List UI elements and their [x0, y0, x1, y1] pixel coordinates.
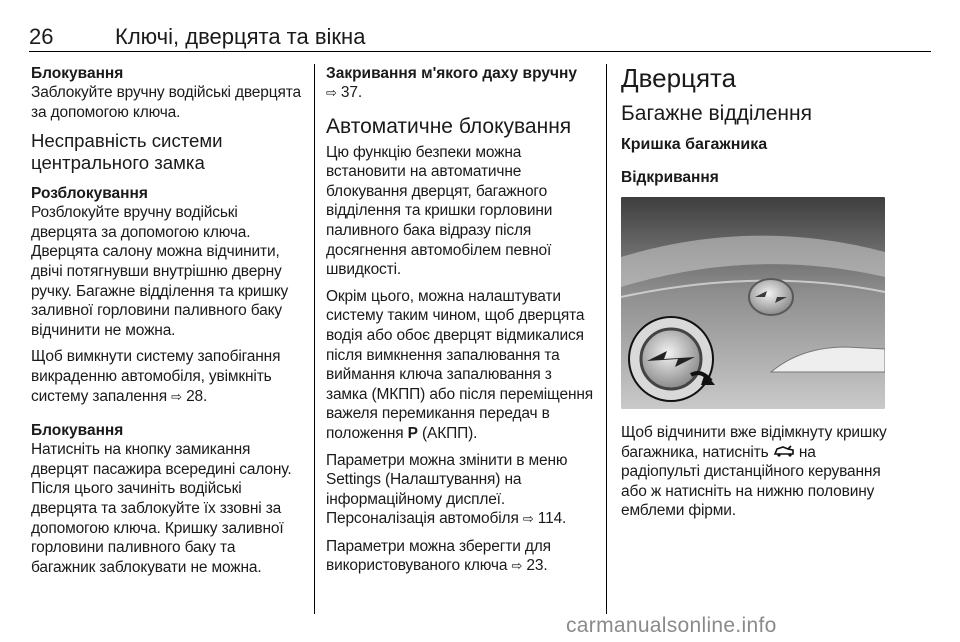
trunk-open-caption: Щоб відчинити вже відімкнуту кришку багажника, натисніть на радіопульті дистанційного керування або ж натисніть на нижню половину емблеми фірми.: [621, 424, 887, 520]
arrow-ref-icon: ⇨: [511, 559, 523, 575]
auto-lock-p2: Окрім цього, можна налаштувати систему таким чином, щоб дверцята водія або обоє дверцят відмикалися після вимкнення запалювання та виймання ключа запалювання з замка (МКПП) або після переміщення важеля перемикання передач в положення P (АКПП).: [326, 287, 594, 442]
trunk-car-icon: [773, 444, 795, 461]
watermark: carmanualsonline.info: [566, 614, 777, 637]
section-heading-opening: Відкривання: [621, 169, 719, 186]
auto-lock-p4: Параметри можна зберегти для використовуваного ключа ⇨ 23.: [326, 537, 551, 575]
section-heading-auto-lock: Автоматичне блокування: [326, 114, 572, 138]
section-heading-unlocking: Розблокування: [31, 185, 148, 203]
arrow-ref-icon: ⇨: [522, 512, 534, 528]
locking-text: Заблокуйте вручну водійські дверцята за допомогою ключа.: [31, 84, 301, 121]
section-heading-central-lock-fault: Несправність системи центрального замка: [31, 130, 223, 174]
auto-lock-p3: Параметри можна змінити в меню Settings (Налаштування) на інформаційному дисплеї. Персоналізація автомобіля ⇨ 114.: [326, 451, 568, 528]
section-heading-locking-2: Блокування: [31, 422, 124, 440]
section-heading-trunk-lid: Кришка багажника: [621, 136, 768, 153]
arrow-ref-icon: ⇨: [326, 86, 337, 101]
page-number: 26: [29, 24, 54, 49]
arrow-ref-icon: ⇨: [171, 389, 182, 405]
page-title: Ключі, дверцята та вікна: [115, 24, 366, 49]
header-rule: [29, 51, 931, 52]
column-divider-1: [314, 64, 315, 614]
column-3: [621, 64, 891, 521]
antitheft-text: Щоб вимкнути систему запобігання викраденню автомобіля, увімкніть систему запалення ⇨ 28.: [31, 348, 281, 405]
column-1: [31, 64, 301, 577]
column-divider-2: [606, 64, 607, 614]
locking-text-2: Натисніть на кнопку замикання дверцят пасажира всередині салону. Після цього зачиніть водійські дверцята та заблокуйте їх ззовні за допомогою ключа. Кришку заливної горловини паливного баку та багажник заблокувати не можна.: [31, 441, 292, 576]
auto-lock-p1: Цю функцію безпеки можна встановити на автоматичне блокування дверцят, багажного відділення та кришки горловини паливного бака відразу після досягнення автомобілем певної швидкості.: [326, 143, 553, 279]
section-heading-doors: Дверцята: [621, 63, 737, 93]
section-heading-trunk: Багажне відділення: [621, 102, 812, 125]
softtop-ref: ⇨ 37.: [326, 84, 363, 101]
page-header: [29, 18, 931, 52]
section-heading-locking: Блокування: [31, 65, 124, 82]
section-heading-softtop-manual: Закривання м'якого даху вручну: [326, 65, 577, 82]
column-2: [326, 64, 596, 577]
unlocking-text: Розблокуйте вручну водійські дверцята за допомогою ключа. Дверцята салону можна відчинити, двічі потягнувши внутрішню дверну ручку. Багажне відділення та кришку заливної горловини паливного баку відчинити не можна.: [31, 204, 289, 339]
trunk-emblem-photo: [621, 197, 885, 409]
